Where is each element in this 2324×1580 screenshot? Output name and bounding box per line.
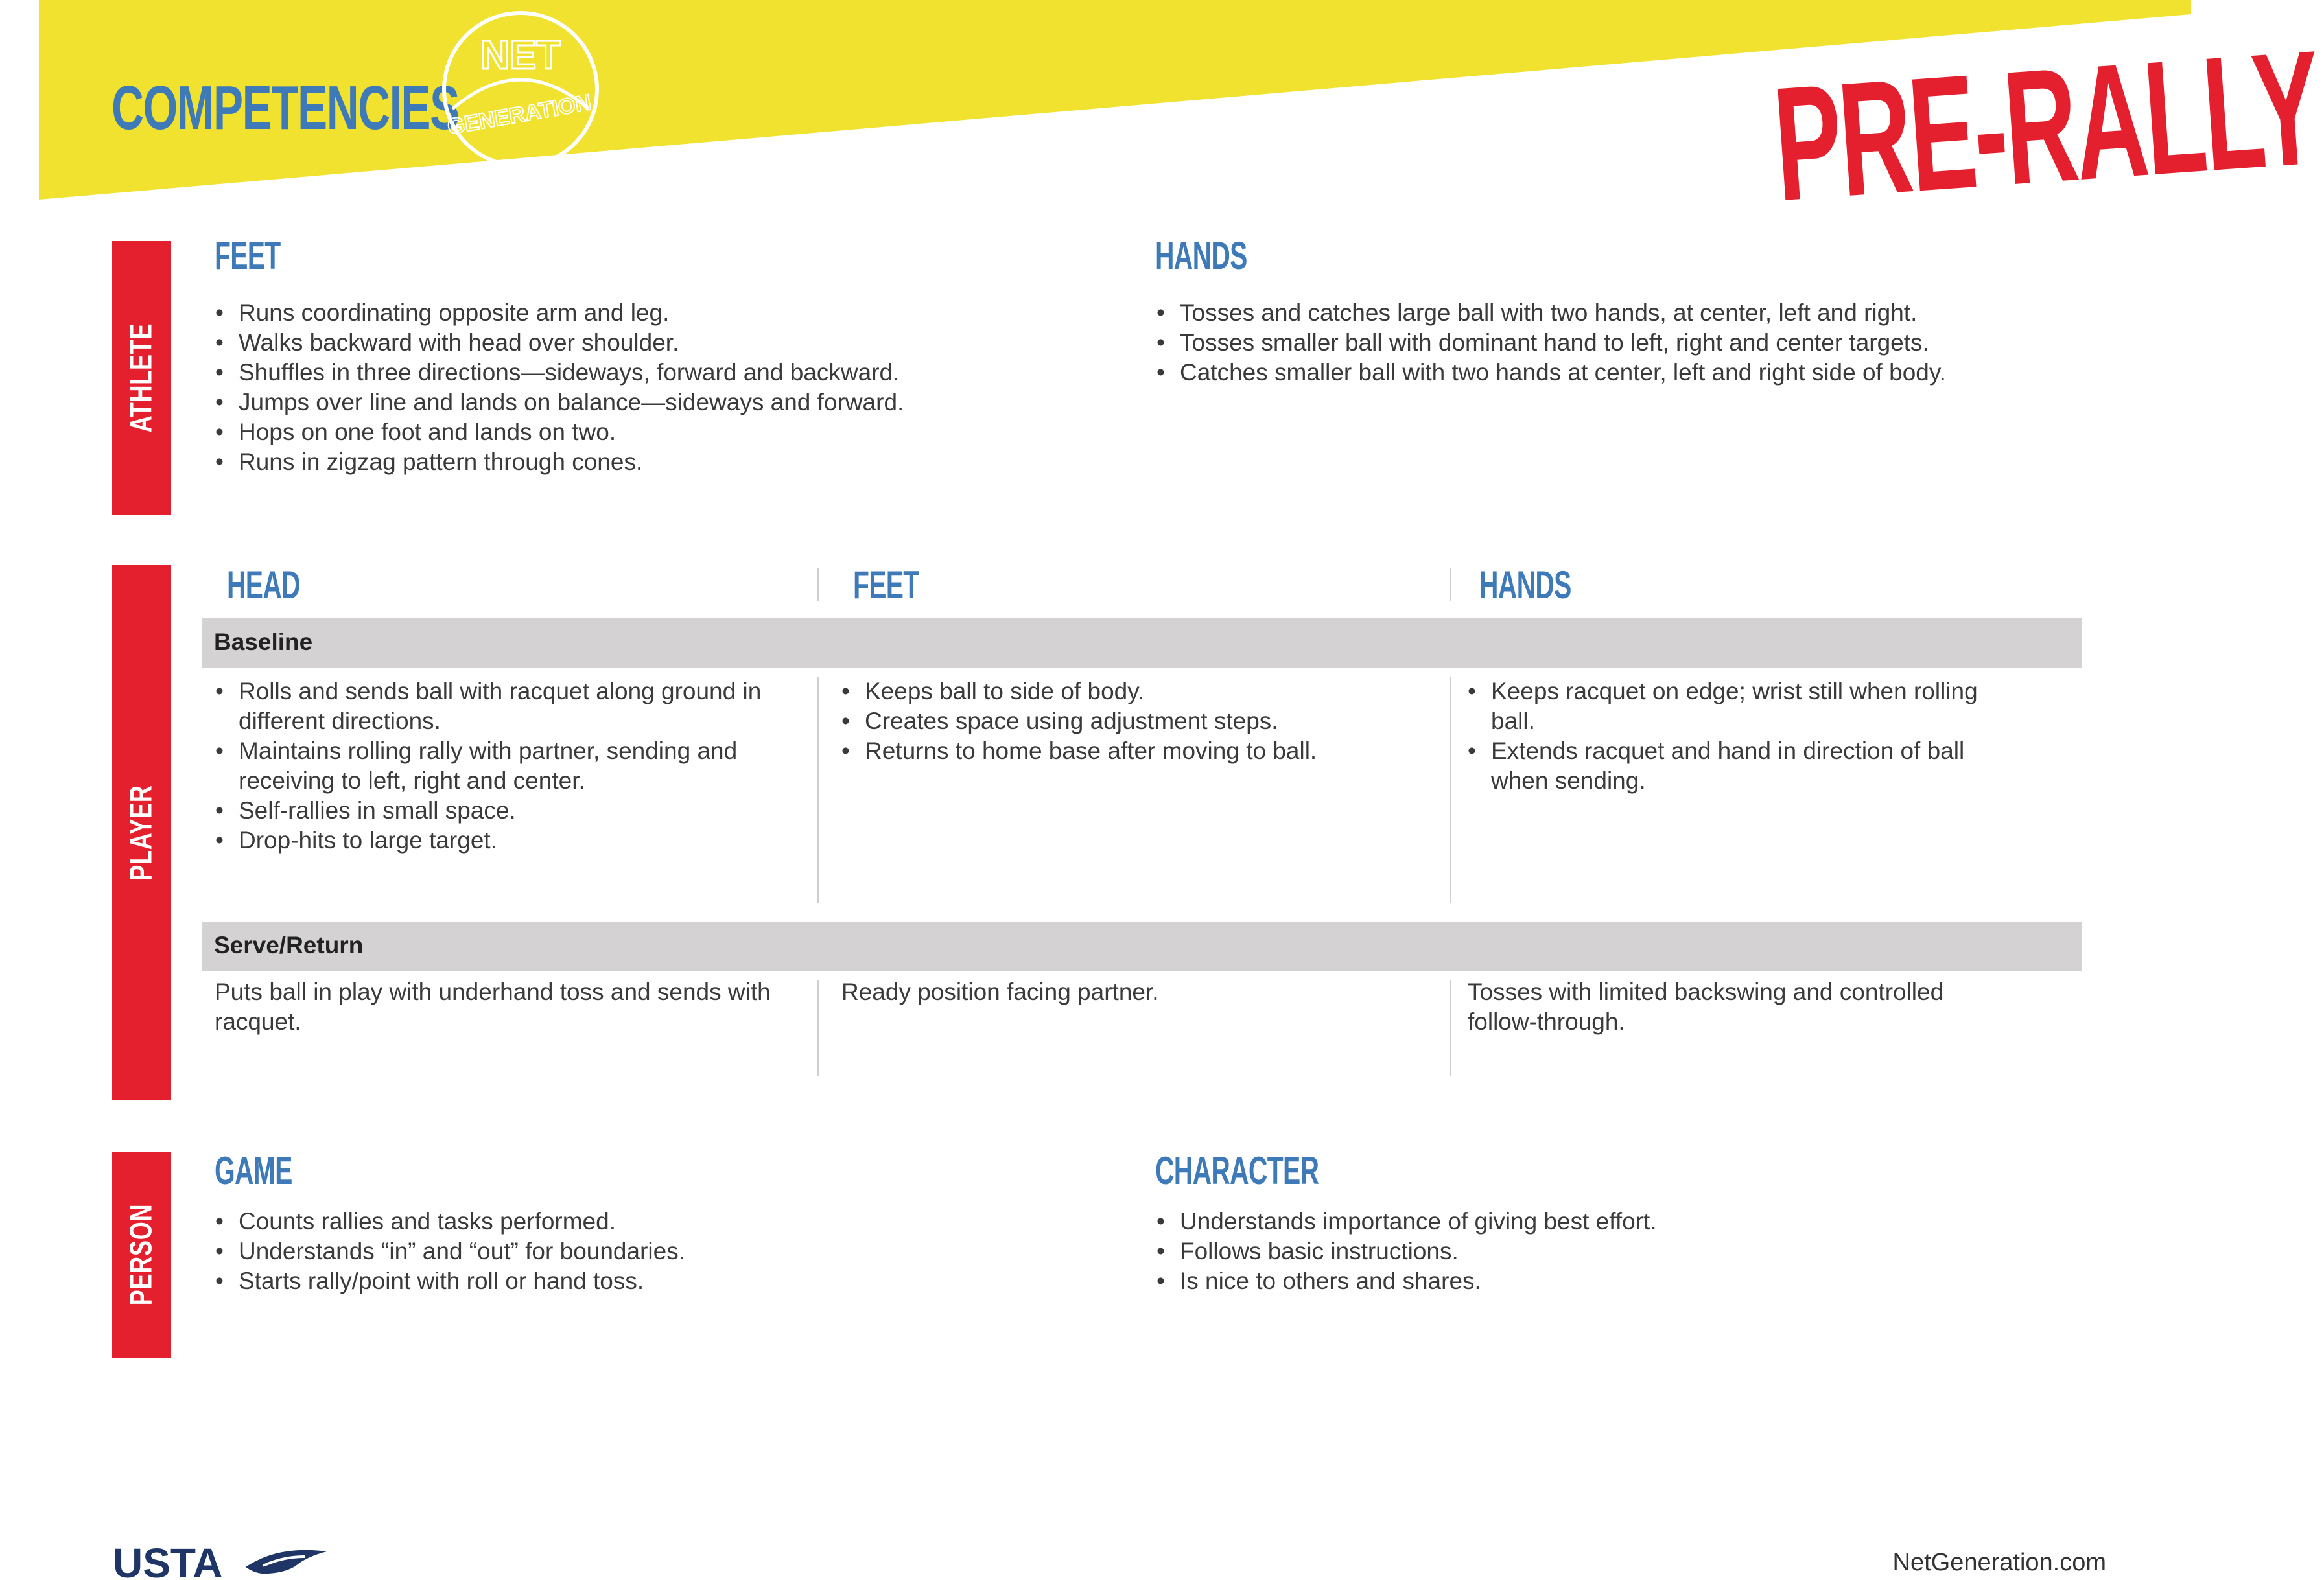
- athlete-feet-title: FEET: [215, 234, 281, 277]
- list-item: • Keeps racquet on edge; wrist still when rolling ball.: [1466, 677, 1985, 736]
- athlete-hands-list: [1155, 298, 2095, 388]
- list-item: • Counts rallies and tasks performed.: [214, 1207, 1089, 1237]
- person-character-title: CHARACTER: [1155, 1149, 1319, 1192]
- athlete-tab: [112, 241, 171, 515]
- serve-feet-text: Ready position facing partner.: [841, 979, 1159, 1005]
- stage-title: PRE-RALLY: [1768, 16, 2324, 235]
- divider: [817, 980, 819, 1076]
- list-item: • Shuffles in three directions—sideways, forward and backward.: [214, 358, 1089, 388]
- usta-logo: [113, 1542, 333, 1580]
- player-head-title: HEAD: [227, 563, 300, 607]
- baseline-hands-list: [1466, 677, 1985, 796]
- list-item: • Maintains rolling rally with partner, sending and receiving to left, right and center.: [214, 736, 797, 796]
- athlete-feet-list: [214, 298, 1089, 477]
- list-item: • Keeps ball to side of body.: [840, 677, 1437, 706]
- list-item: • Runs coordinating opposite arm and leg.: [214, 298, 1089, 328]
- divider: [817, 568, 819, 601]
- list-item: • Tosses and catches large ball with two hands, at center, left and right.: [1155, 298, 2095, 328]
- baseline-label: Baseline: [214, 629, 313, 655]
- player-feet-title: FEET: [853, 563, 919, 607]
- competencies-title: COMPETENCIES: [112, 73, 459, 143]
- list-item: • Self-rallies in small space.: [214, 796, 797, 826]
- serve-return-label: Serve/Return: [214, 932, 364, 958]
- list-item: • Jumps over line and lands on balance—sideways and forward.: [214, 388, 1089, 417]
- divider: [1450, 568, 1451, 601]
- list-item: • Returns to home base after moving to ball.: [840, 736, 1437, 766]
- person-tab: [112, 1152, 171, 1358]
- serve-hands-text: Tosses with limited backswing and controlled follow-through.: [1468, 979, 1944, 1035]
- list-item: • Catches smaller ball with two hands at center, left and right side of body.: [1155, 358, 2095, 388]
- list-item: • Tosses smaller ball with dominant hand to left, right and center targets.: [1155, 328, 2095, 358]
- player-tab-label: PLAYER: [124, 785, 159, 881]
- serve-return-bar: [202, 922, 2082, 971]
- list-item: • Rolls and sends ball with racquet along ground in different directions.: [214, 677, 797, 736]
- baseline-feet-list: [840, 677, 1437, 766]
- serve-head-text: Puts ball in play with underhand toss and sends with racquet.: [215, 979, 771, 1035]
- person-game-title: GAME: [215, 1149, 292, 1192]
- logo-text-generation: GENERATION: [445, 89, 593, 140]
- person-tab-label: PERSON: [124, 1203, 159, 1306]
- list-item: • Runs in zigzag pattern through cones.: [214, 447, 1089, 477]
- divider: [1450, 980, 1451, 1076]
- list-item: • Understands “in” and “out” for boundaries.: [214, 1237, 1089, 1266]
- baseline-bar: [202, 618, 2082, 668]
- athlete-hands-title: HANDS: [1155, 234, 1247, 277]
- list-item: • Understands importance of giving best effort.: [1155, 1207, 2030, 1237]
- player-hands-title: HANDS: [1479, 563, 1571, 607]
- baseline-head-list: [214, 677, 797, 855]
- person-character-list: [1155, 1207, 2030, 1296]
- usta-logo-text: USTA: [113, 1540, 223, 1580]
- divider: [1450, 677, 1451, 903]
- list-item: • Creates space using adjustment steps.: [840, 706, 1437, 736]
- logo-text-net: NET: [480, 33, 561, 78]
- player-tab: [112, 565, 171, 1100]
- list-item: • Hops on one foot and lands on two.: [214, 417, 1089, 447]
- list-item: • Is nice to others and shares.: [1155, 1266, 2030, 1296]
- list-item: • Extends racquet and hand in direction of ball when sending.: [1466, 736, 1985, 796]
- list-item: • Starts rally/point with roll or hand toss.: [214, 1266, 1089, 1296]
- athlete-tab-label: ATHLETE: [124, 323, 159, 433]
- divider: [817, 677, 819, 903]
- list-item: • Drop-hits to large target.: [214, 826, 797, 855]
- list-item: • Follows basic instructions.: [1155, 1237, 2030, 1266]
- website-link[interactable]: NetGeneration.com: [1892, 1549, 2106, 1576]
- person-game-list: [214, 1207, 1089, 1296]
- net-generation-logo: [433, 12, 608, 167]
- list-item: • Walks backward with head over shoulder.: [214, 328, 1089, 358]
